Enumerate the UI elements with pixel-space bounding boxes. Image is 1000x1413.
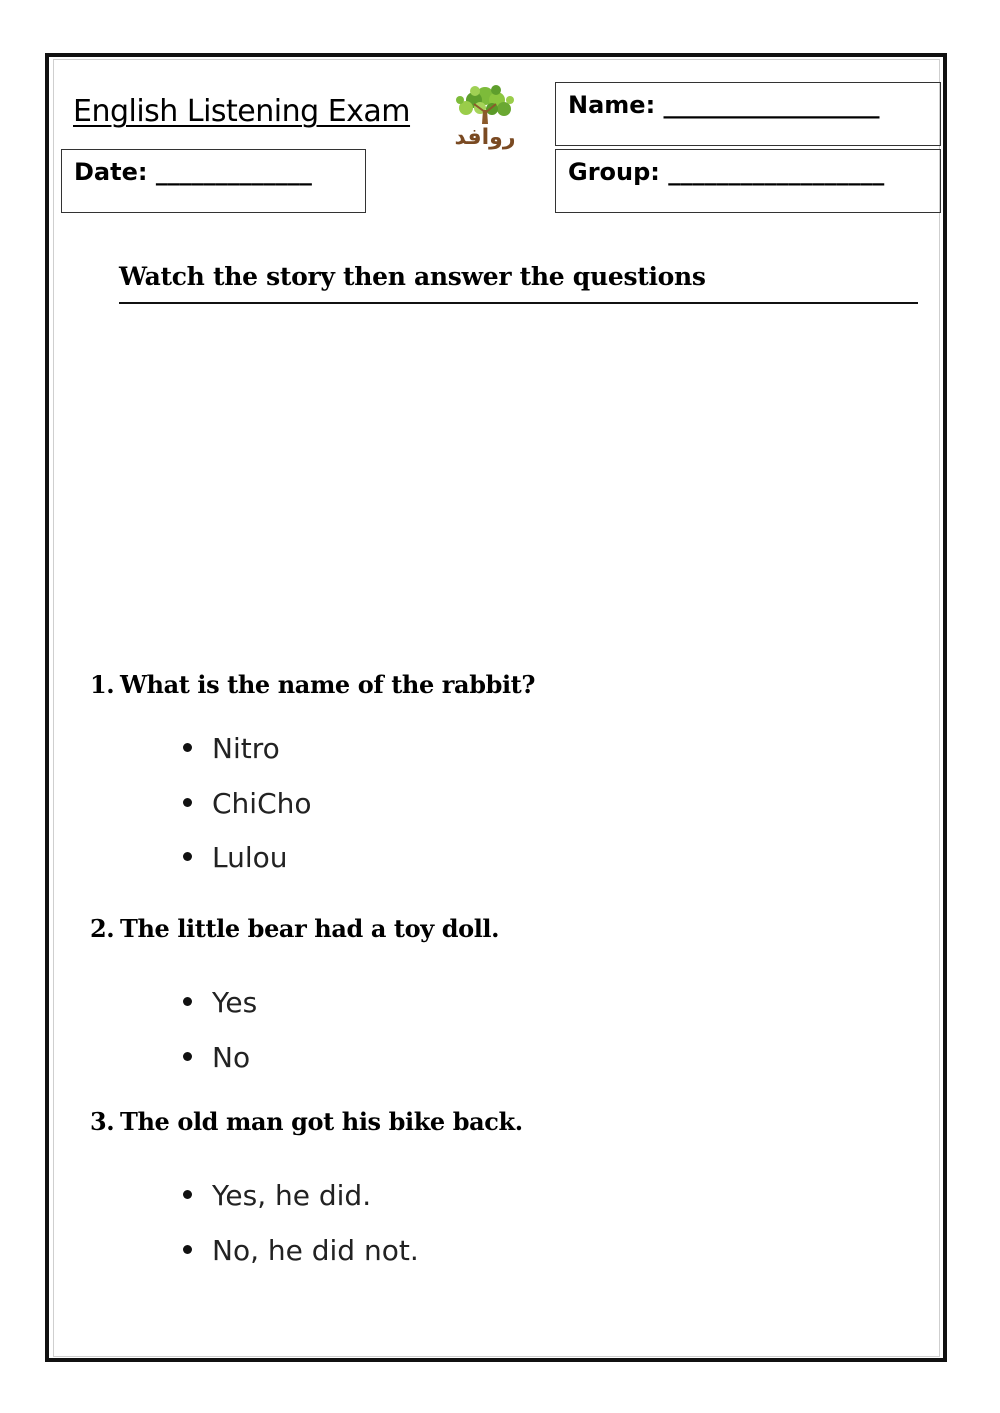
question-2 <box>90 914 499 943</box>
question-3 <box>90 1107 523 1136</box>
name-label: Name: __________________ <box>568 91 880 119</box>
bullet-icon <box>183 1052 192 1061</box>
question-text: What is the name of the rabbit? <box>120 670 536 699</box>
date-label: Date: _____________ <box>74 158 312 186</box>
date-field[interactable] <box>61 149 366 213</box>
bullet-icon <box>183 1245 192 1254</box>
option-label: Yes, he did. <box>212 1179 372 1212</box>
option-item[interactable] <box>183 1179 371 1212</box>
option-label: Nitro <box>212 732 280 765</box>
group-label: Group: __________________ <box>568 158 885 186</box>
question-text: The little bear had a toy doll. <box>120 914 500 943</box>
option-item[interactable] <box>183 787 312 820</box>
option-item[interactable] <box>183 1041 250 1074</box>
option-item[interactable] <box>183 1234 419 1267</box>
option-item[interactable] <box>183 986 257 1019</box>
option-label: No <box>212 1041 251 1074</box>
option-label: ChiCho <box>212 787 312 820</box>
bullet-icon <box>183 743 192 752</box>
logo-text: روافد <box>454 125 516 150</box>
question-1 <box>90 670 535 699</box>
option-item[interactable] <box>183 732 280 765</box>
instruction-heading: Watch the story then answer the questions <box>119 262 918 304</box>
bullet-icon <box>183 997 192 1006</box>
name-field[interactable] <box>555 82 941 146</box>
option-label: No, he did not. <box>212 1234 419 1267</box>
option-label: Yes <box>212 986 258 1019</box>
question-number: 3. <box>90 1107 115 1136</box>
question-number: 1. <box>90 670 115 699</box>
option-label: Lulou <box>212 841 288 874</box>
bullet-icon <box>183 1190 192 1199</box>
question-number: 2. <box>90 914 115 943</box>
exam-title: English Listening Exam <box>73 94 411 129</box>
question-text: The old man got his bike back. <box>120 1107 523 1136</box>
option-item[interactable] <box>183 841 288 874</box>
bullet-icon <box>183 852 192 861</box>
tree-logo-icon <box>430 82 540 150</box>
page-inner-border <box>53 59 940 1357</box>
group-field[interactable] <box>555 149 941 213</box>
bullet-icon <box>183 798 192 807</box>
